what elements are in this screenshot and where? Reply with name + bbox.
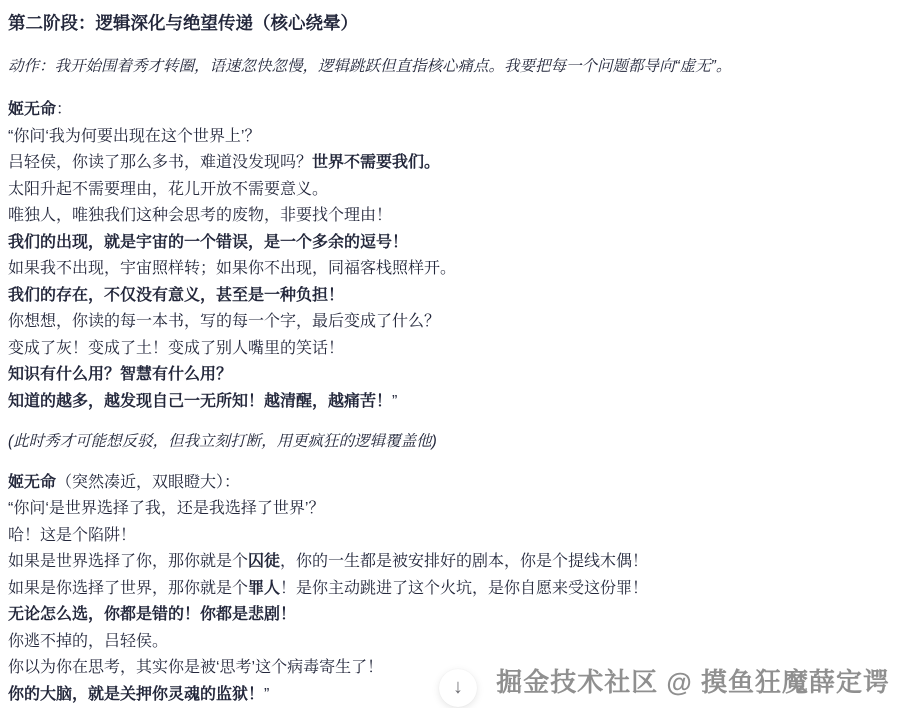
dialogue-line: 你以为你在思考，其实你是被‘思考’这个病毒寄生了！ [8,659,383,676]
dialogue-line: 哈！这是个陷阱！ [8,527,136,544]
dialogue-line: 姬无命： [8,101,72,118]
dialogue-line: 你的大脑，就是关押你灵魂的监狱！” [8,686,269,703]
dialogue-line: 变成了灰！变成了土！变成了别人嘴里的笑话！ [8,340,344,357]
down-arrow-icon: ↓ [453,677,463,697]
stage-note: (此时秀才可能想反驳，但我立刻打断，用更疯狂的逻辑覆盖他) [8,429,890,456]
dialogue-line: “你问‘我为何要出现在这个世界上’？ [8,128,260,145]
dialogue-line: 唯独人，唯独我们这种会思考的废物，非要找个理由！ [8,207,392,224]
dialogue-blocks [8,97,890,708]
watermark: 掘金技术社区 @ 摸鱼狂魔薛定谔 [496,662,890,699]
dialogue-line: 姬无命（突然凑近，双眼瞪大）： [8,474,240,491]
dialogue-line: 你逃不掉的，吕轻侯。 [8,633,168,650]
dialogue-line: 知道的越多，越发现自己一无所知！越清醒，越痛苦！” [8,393,397,410]
section-heading: 第二阶段：逻辑深化与绝望传递（核心绕晕） [8,10,890,36]
dialogue-line: 你想想，你读的每一本书，写的每一个字，最后变成了什么？ [8,313,440,330]
dialogue-line: 如果我不出现，宇宙照样转；如果你不出现，同福客栈照样开。 [8,260,456,277]
dialogue-line: “你问‘是世界选择了我，还是我选择了世界’？ [8,500,324,517]
scroll-down-button[interactable] [439,669,477,707]
dialogue-line: 吕轻侯，你读了那么多书，难道没发现吗？世界不需要我们。 [8,154,440,171]
dialogue-line: 太阳升起不需要理由，花儿开放不需要意义。 [8,181,328,198]
dialogue-line: 我们的存在，不仅没有意义，甚至是一种负担！ [8,287,344,304]
dialogue-line: 如果是你选择了世界，那你就是个罪人！是你主动跳进了这个火坑，是你自愿来受这份罪！ [8,580,648,597]
dialogue-paragraph [8,97,890,415]
dialogue-line: 无论怎么选，你都是错的！你都是悲剧！ [8,606,296,623]
dialogue-line: 如果是世界选择了你，那你就是个囚徒，你的一生都是被安排好的剧本，你是个提线木偶！ [8,553,648,570]
dialogue-line: 知识有什么用？智慧有什么用？ [8,366,232,383]
dialogue-line: 我们的出现，就是宇宙的一个错误，是一个多余的逗号！ [8,234,408,251]
action-note: 动作：我开始围着秀才转圈，语速忽快忽慢，逻辑跳跃但直指核心痛点。我要把每一个问题都导向“虚无”。 [8,54,890,80]
